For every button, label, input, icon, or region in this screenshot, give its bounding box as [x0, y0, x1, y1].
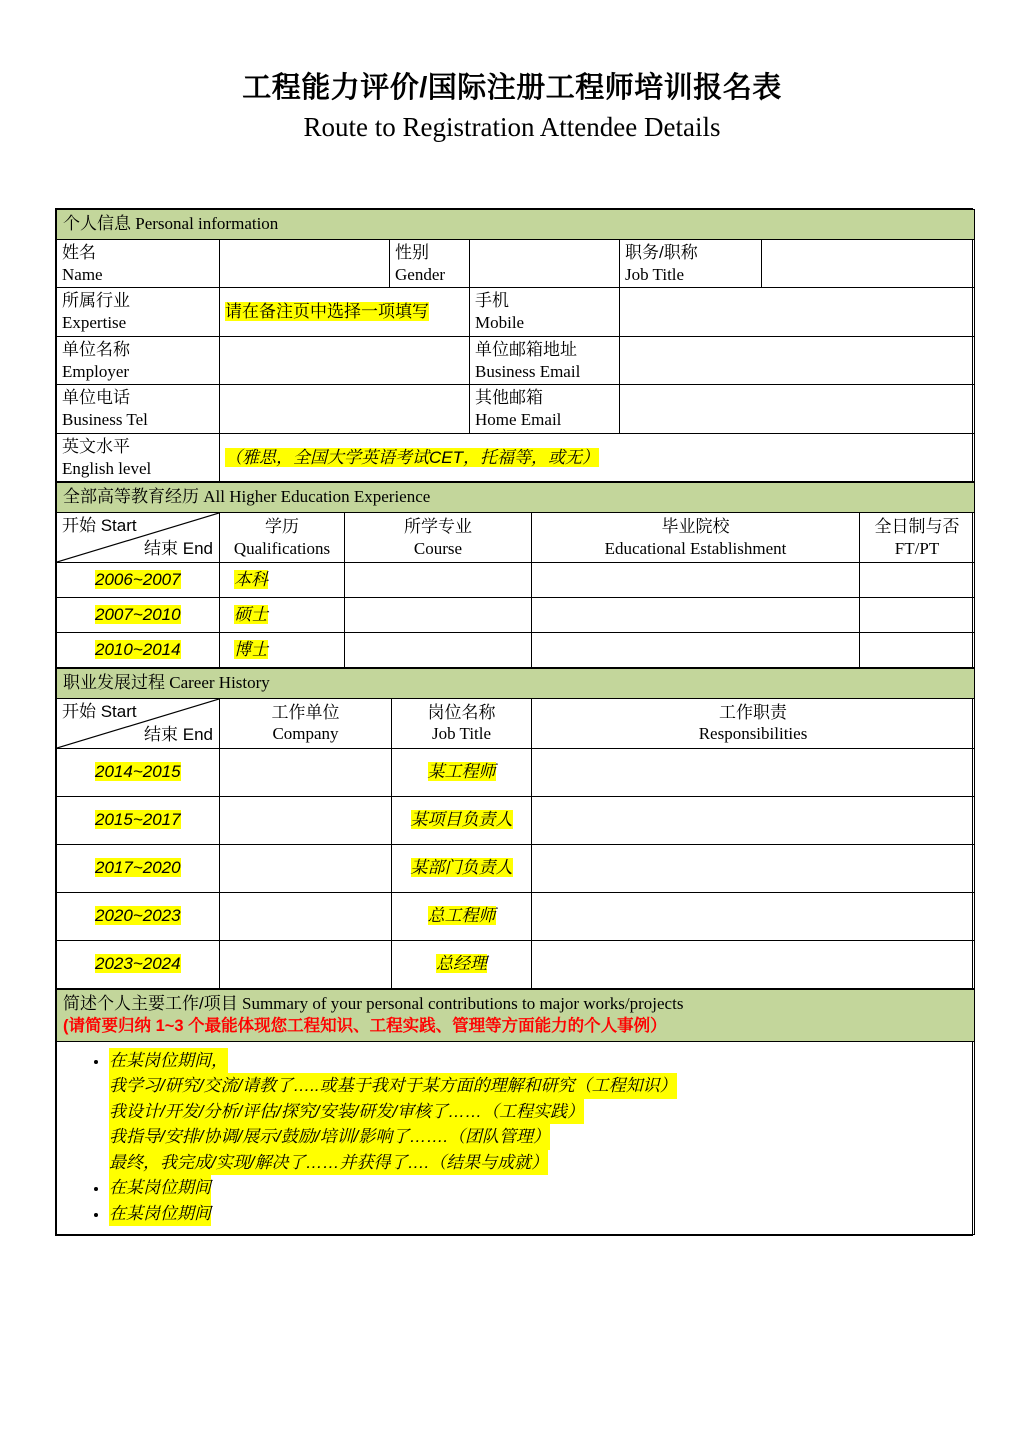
career-job-title-text: 某部门负责人	[410, 858, 513, 878]
header-ftpt-en: FT/PT	[894, 538, 940, 558]
table-row	[57, 598, 975, 633]
education-header-row	[57, 513, 975, 563]
label-name	[57, 239, 220, 288]
education-course-cell[interactable]	[345, 563, 532, 598]
summary-body-row	[57, 1041, 975, 1235]
header-career-period	[57, 698, 220, 748]
section-header-personal	[57, 210, 975, 240]
education-period-text: 2007~2010	[95, 605, 181, 625]
education-period-cell[interactable]	[57, 598, 220, 633]
header-career-job-title-cn: 岗位名称	[427, 702, 496, 722]
label-job-title-en: Job Title	[625, 264, 685, 284]
section-header-personal-en: Personal information	[135, 214, 279, 233]
header-responsibilities	[532, 698, 975, 748]
career-header-row	[57, 698, 975, 748]
expertise-hint-text: 请在备注页中选择一项填写	[225, 302, 429, 322]
education-period-text: 2010~2014	[95, 640, 181, 660]
summary-table	[56, 989, 975, 1235]
career-responsibilities-cell[interactable]	[532, 748, 975, 796]
label-home-email	[470, 385, 620, 434]
field-gender-value[interactable]	[470, 239, 620, 288]
label-job-title-cn: 职务/职称	[625, 242, 698, 262]
field-business-email-value[interactable]	[620, 336, 975, 385]
career-job-title-text: 总工程师	[427, 906, 496, 926]
label-business-email-en: Business Email	[475, 361, 581, 381]
career-job-title-text: 某工程师	[427, 762, 496, 782]
page-title-en: Route to Registration Attendee Details	[303, 112, 721, 143]
bullet-line: • 在某岗位期间	[109, 1175, 211, 1201]
field-expertise-value[interactable]	[220, 288, 470, 337]
section-header-summary	[57, 989, 975, 1041]
table-row	[57, 892, 975, 940]
education-period-text: 2006~2007	[95, 570, 181, 590]
career-period-cell[interactable]	[57, 940, 220, 988]
education-establishment-cell[interactable]	[532, 598, 860, 633]
career-period-cell[interactable]	[57, 844, 220, 892]
career-job-title-text: 某项目负责人	[410, 810, 513, 830]
header-ftpt	[860, 513, 975, 563]
career-responsibilities-cell[interactable]	[532, 940, 975, 988]
education-course-cell[interactable]	[345, 598, 532, 633]
list-item[interactable]	[109, 1175, 968, 1201]
header-course-en: Course	[413, 538, 463, 558]
career-company-cell[interactable]	[220, 748, 392, 796]
label-name-cn: 姓名	[62, 242, 96, 262]
header-establishment-en: Educational Establishment	[604, 538, 787, 558]
label-employer-cn: 单位名称	[62, 339, 130, 359]
career-period-text: 2017~2020	[95, 858, 181, 878]
bullet-line: • 在某岗位期间，	[109, 1048, 228, 1074]
table-row	[57, 796, 975, 844]
career-company-cell[interactable]	[220, 844, 392, 892]
header-career-job-title-en: Job Title	[431, 724, 492, 744]
career-responsibilities-cell[interactable]	[532, 892, 975, 940]
summary-body-cell[interactable]	[57, 1041, 975, 1235]
education-ftpt-cell[interactable]	[860, 563, 975, 598]
personal-section-header-row	[57, 210, 975, 240]
header-career-job-title	[392, 698, 532, 748]
field-mobile-value[interactable]	[620, 288, 975, 337]
career-job-title-cell[interactable]	[392, 844, 532, 892]
career-company-cell[interactable]	[220, 892, 392, 940]
career-period-text: 2020~2023	[95, 906, 181, 926]
career-period-cell[interactable]	[57, 892, 220, 940]
field-home-email-value[interactable]	[620, 385, 975, 434]
education-period-cell[interactable]	[57, 563, 220, 598]
header-ftpt-cn: 全日制与否	[874, 516, 960, 536]
page-title-cn: 工程能力评价/国际注册工程师培训报名表	[242, 72, 782, 104]
education-qualification-cell[interactable]	[220, 563, 345, 598]
table-row	[57, 563, 975, 598]
bullet-line: 我设计/开发/分析/评估/探究/安装/研发/审核了……（工程实践）	[109, 1099, 584, 1125]
row-employer-business-email	[57, 336, 975, 385]
section-header-career-cn: 职业发展过程	[63, 673, 165, 692]
registration-form	[55, 208, 973, 1236]
education-period-cell[interactable]	[57, 633, 220, 668]
career-job-title-cell[interactable]	[392, 940, 532, 988]
table-row	[57, 748, 975, 796]
label-expertise-en: Expertise	[62, 313, 127, 332]
label-mobile-cn: 手机	[475, 291, 509, 311]
english-level-hint-text: （雅思，全国大学英语考试CET，托福等，或无）	[225, 447, 599, 467]
row-business-tel-home-email	[57, 385, 975, 434]
section-header-career	[57, 669, 975, 699]
header-establishment-cn: 毕业院校	[661, 516, 730, 536]
header-education-start: 开始 Start	[62, 516, 137, 535]
field-business-tel-value[interactable]	[220, 385, 470, 434]
bullet-line: • 在某岗位期间	[109, 1201, 211, 1227]
career-company-cell[interactable]	[220, 940, 392, 988]
label-english-level-en: English level	[62, 458, 152, 478]
label-employer-en: Employer	[62, 361, 130, 381]
bullet-line: 我学习/研究/交流/请教了…..或基于我对于某方面的理解和研究（工程知识）	[109, 1073, 677, 1099]
label-job-title	[620, 239, 762, 288]
career-responsibilities-cell[interactable]	[532, 844, 975, 892]
document-title-block	[0, 0, 1024, 145]
education-qualification-text: 硕士	[234, 605, 268, 625]
career-job-title-cell[interactable]	[392, 748, 532, 796]
label-business-tel	[57, 385, 220, 434]
header-qualifications-cn: 学历	[265, 516, 299, 536]
career-responsibilities-cell[interactable]	[532, 796, 975, 844]
header-course-cn: 所学专业	[404, 516, 472, 536]
table-row	[57, 844, 975, 892]
header-company	[220, 698, 392, 748]
bullet-line: 最终，我完成/实现/解决了……并获得了….（结果与成就）	[109, 1150, 548, 1176]
field-employer-value[interactable]	[220, 336, 470, 385]
header-education-period	[57, 513, 220, 563]
label-gender-en: Gender	[395, 264, 446, 284]
table-row	[57, 633, 975, 668]
education-establishment-cell[interactable]	[532, 633, 860, 668]
education-ftpt-cell[interactable]	[860, 633, 975, 668]
career-period-cell[interactable]	[57, 796, 220, 844]
row-english-level	[57, 433, 975, 482]
row-expertise-mobile	[57, 288, 975, 337]
label-business-tel-en: Business Tel	[62, 410, 148, 429]
label-name-en: Name	[62, 264, 103, 284]
section-header-education-cn: 全部高等教育经历	[63, 487, 199, 507]
table-row	[57, 940, 975, 988]
education-ftpt-cell[interactable]	[860, 598, 975, 633]
label-mobile-en: Mobile	[475, 313, 525, 332]
header-responsibilities-en: Responsibilities	[698, 724, 808, 744]
header-qualifications	[220, 513, 345, 563]
label-expertise	[57, 288, 220, 337]
career-section-header-row	[57, 669, 975, 699]
label-home-email-cn: 其他邮箱	[475, 388, 543, 408]
label-expertise-cn: 所属行业	[62, 291, 130, 311]
header-course	[345, 513, 532, 563]
career-period-text: 2023~2024	[95, 954, 181, 974]
career-job-title-text: 总经理	[436, 954, 487, 974]
summary-warning-text: (请简要归纳 1~3 个最能体现您工程知识、工程实践、管理等方面能力的个人事例）	[63, 1016, 667, 1035]
field-name-value[interactable]	[220, 239, 390, 288]
education-table	[56, 482, 975, 668]
label-mobile	[470, 288, 620, 337]
career-company-cell[interactable]	[220, 796, 392, 844]
section-header-education-en: All Higher Education Experience	[203, 487, 431, 507]
field-job-title-value[interactable]	[762, 239, 975, 288]
education-qualification-text: 博士	[234, 640, 268, 660]
label-business-email	[470, 336, 620, 385]
education-establishment-cell[interactable]	[532, 563, 860, 598]
label-business-tel-cn: 单位电话	[62, 388, 130, 408]
label-business-email-cn: 单位邮箱地址	[475, 339, 577, 359]
section-header-career-en: Career History	[169, 673, 270, 692]
label-gender-cn: 性别	[395, 242, 429, 262]
summary-section-header-row	[57, 989, 975, 1041]
bullet-line: 我指导/安排/协调/展示/鼓励/培训/影响了…….（团队管理）	[109, 1124, 550, 1150]
section-header-personal-cn: 个人信息	[63, 214, 131, 233]
career-job-title-cell[interactable]	[392, 796, 532, 844]
label-english-level-cn: 英文水平	[62, 436, 130, 456]
career-period-cell[interactable]	[57, 748, 220, 796]
label-home-email-en: Home Email	[475, 410, 562, 429]
list-item[interactable]	[109, 1201, 968, 1227]
header-career-end: 结束 End	[144, 725, 213, 744]
education-qualification-text: 本科	[234, 570, 268, 590]
section-header-summary-en: Summary of your personal contributions to major works/projects	[241, 993, 684, 1013]
header-education-end: 结束 End	[144, 539, 213, 559]
summary-bullet-list	[63, 1048, 968, 1227]
section-header-summary-cn: 简述个人主要工作/项目	[63, 993, 238, 1013]
row-name-gender-jobtitle	[57, 239, 975, 288]
personal-information-table	[56, 209, 975, 482]
education-qualification-cell[interactable]	[220, 598, 345, 633]
header-company-en: Company	[272, 724, 339, 744]
label-gender	[390, 239, 470, 288]
education-course-cell[interactable]	[345, 633, 532, 668]
header-career-start: 开始 Start	[62, 701, 137, 721]
label-employer	[57, 336, 220, 385]
header-establishment	[532, 513, 860, 563]
label-english-level	[57, 433, 220, 482]
header-qualifications-en: Qualifications	[233, 538, 331, 558]
field-english-level-value[interactable]	[220, 433, 975, 482]
header-company-cn: 工作单位	[271, 702, 340, 722]
career-history-table	[56, 668, 975, 989]
career-period-text: 2015~2017	[95, 810, 181, 830]
career-period-text: 2014~2015	[95, 762, 181, 782]
section-header-education	[57, 483, 975, 513]
header-responsibilities-cn: 工作职责	[719, 702, 787, 722]
education-qualification-cell[interactable]	[220, 633, 345, 668]
list-item[interactable]	[109, 1048, 968, 1176]
education-section-header-row	[57, 483, 975, 513]
career-job-title-cell[interactable]	[392, 892, 532, 940]
